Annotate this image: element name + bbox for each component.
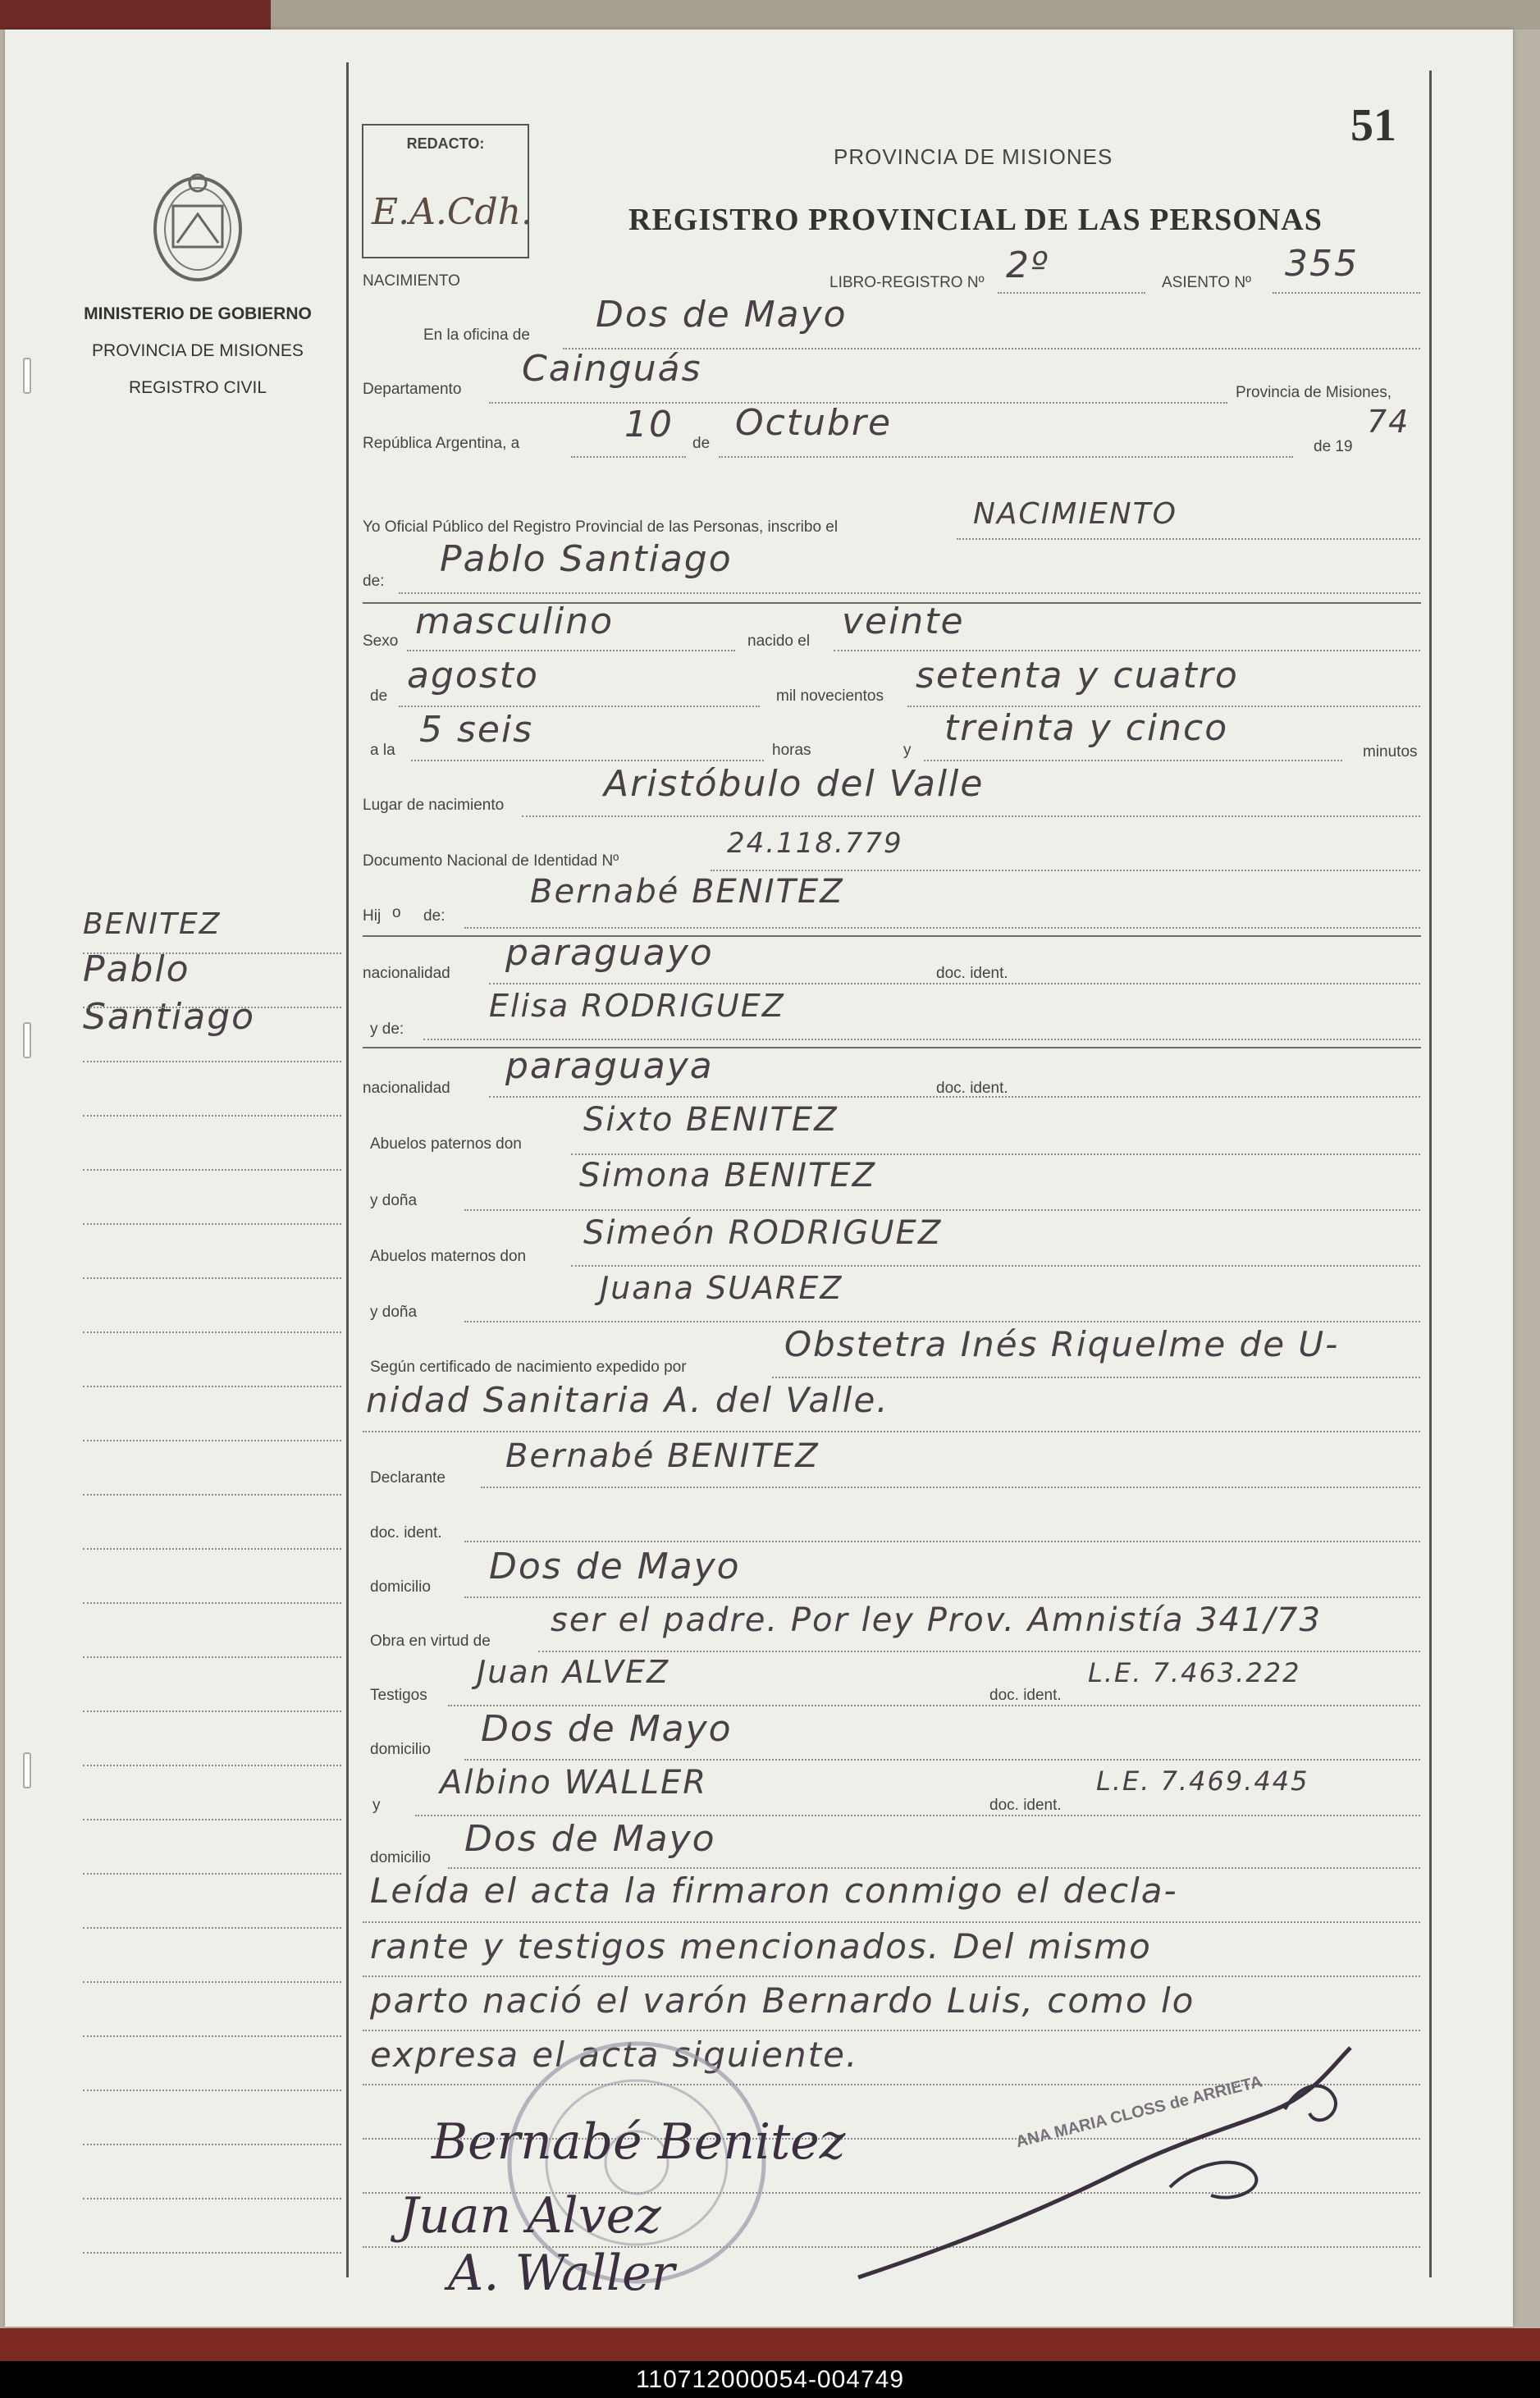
margin-line <box>83 2090 341 2091</box>
nacido-line <box>834 650 1420 651</box>
padre-value: Bernabé BENITEZ <box>530 873 844 911</box>
yde-label: y de: <box>370 1021 404 1038</box>
departamento-label: Departamento <box>363 381 462 398</box>
testigo2-doc-label: doc. ident. <box>989 1797 1062 1814</box>
year-label: de 19 <box>1314 438 1353 455</box>
dni-label: Documento Nacional de Identidad Nº <box>363 852 619 870</box>
domicilio-value: Dos de Mayo <box>489 1546 741 1587</box>
margin-line <box>83 1061 341 1062</box>
domicilio3-line <box>448 1867 1420 1869</box>
redacto-initials: E.A.Cdh. <box>372 191 533 233</box>
margin-first-name: Pablo <box>83 948 190 990</box>
signature-declarante: Bernabé Benitez <box>432 2113 846 2171</box>
margin-rule <box>346 62 349 2277</box>
margin-line <box>83 1223 341 1225</box>
testigo2-doc-value: L.E. 7.469.445 <box>1096 1765 1309 1797</box>
abuela-materna-line <box>464 1321 1420 1322</box>
margin-line <box>83 1277 341 1279</box>
ministry-line-2: PROVINCIA DE MISIONES <box>92 341 304 360</box>
sexo-label: Sexo <box>363 633 399 650</box>
margin-line <box>83 1602 341 1604</box>
inscribo-line <box>957 538 1420 540</box>
doc-ident-declarante-label: doc. ident. <box>370 1524 442 1542</box>
libro-label: LIBRO-REGISTRO Nº <box>829 274 985 291</box>
record-type-label: NACIMIENTO <box>363 272 460 290</box>
hijo-label: Hij <box>363 907 382 925</box>
inscribo-value: NACIMIENTO <box>973 497 1177 531</box>
hijo-de-label: de: <box>423 907 446 925</box>
oficial-label: Yo Oficial Público del Registro Provincial de las Personas, inscribo el <box>363 518 839 536</box>
declarante-value: Bernabé BENITEZ <box>505 1437 820 1475</box>
bottom-edge <box>0 2328 1540 2361</box>
domicilio3-value: Dos de Mayo <box>464 1818 716 1860</box>
abuelo-paterno-line <box>571 1153 1420 1155</box>
stitch <box>23 1752 31 1788</box>
abuela-paterna-value: Simona BENITEZ <box>579 1157 877 1194</box>
redacto-box <box>362 124 533 258</box>
libro-line <box>998 292 1145 294</box>
sexo-value: masculino <box>415 601 615 642</box>
provincia-suffix: Provincia de Misiones, <box>1236 384 1392 401</box>
month-line <box>719 456 1293 458</box>
margin-line <box>83 1927 341 1929</box>
abuelo-paterno-value: Sixto BENITEZ <box>583 1101 839 1139</box>
closing-line-1: Leída el acta la firmaron conmigo el decla- <box>370 1870 1178 1911</box>
padre-nacionalidad-value: paraguayo <box>505 932 714 974</box>
margin-line <box>83 1115 341 1117</box>
ydona-label-2: y doña <box>370 1304 418 1321</box>
ydona-label: y doña <box>370 1192 418 1209</box>
mil-label: mil novecientos <box>776 687 884 705</box>
footer-code: 110712000054-004749 <box>0 2361 1540 2398</box>
margin-line <box>83 1765 341 1766</box>
margin-line <box>83 2144 341 2145</box>
y2-label: y <box>372 1797 381 1814</box>
sexo-line <box>407 650 735 651</box>
margin-line <box>83 2252 341 2254</box>
margin-line <box>83 1331 341 1333</box>
name-line <box>399 592 1420 594</box>
minutos-value: treinta y cinco <box>944 707 1229 749</box>
padre-doc-label: doc. ident. <box>936 965 1008 982</box>
margin-line <box>83 2035 341 2037</box>
day-line <box>571 456 686 458</box>
testigo1-line <box>448 1705 1420 1706</box>
declarante-line <box>481 1487 1420 1488</box>
hora-value: 5 seis <box>419 709 534 751</box>
padre-nacionalidad-line <box>489 983 1420 984</box>
republica-label: República Argentina, a <box>363 435 520 452</box>
stitch <box>23 1022 31 1058</box>
segun-value-1: Obstetra Inés Riquelme de U- <box>784 1324 1340 1364</box>
margin-line <box>83 1548 341 1550</box>
margin-line <box>83 1711 341 1712</box>
top-edge <box>0 0 1540 30</box>
margin-line <box>83 2198 341 2199</box>
margin-line <box>83 952 341 954</box>
abuelo-materno-line <box>571 1265 1420 1267</box>
madre-line <box>423 1039 1420 1040</box>
libro-value: 2º <box>1006 244 1049 286</box>
month-value: Octubre <box>735 402 893 444</box>
de2-label: de <box>370 687 388 705</box>
closing-line-2: rante y testigos mencionados. Del mismo <box>370 1926 1152 1966</box>
testigo1-value: Juan ALVEZ <box>477 1654 670 1690</box>
official-signature-icon <box>825 2031 1416 2302</box>
hora-line <box>411 760 764 761</box>
obra-label: Obra en virtud de <box>370 1633 491 1650</box>
obra-line <box>538 1651 1420 1652</box>
obra-value: ser el padre. Por ley Prov. Amnistía 341/73 <box>551 1601 1322 1639</box>
domicilio-label: domicilio <box>370 1578 431 1596</box>
margin-second-name: Santiago <box>83 996 256 1038</box>
dni-line <box>711 870 1420 871</box>
segun-line-1 <box>772 1377 1420 1378</box>
departamento-value: Cainguás <box>522 348 702 390</box>
ala-label: a la <box>370 742 395 759</box>
declarante-label: Declarante <box>370 1469 446 1487</box>
year-value: 74 <box>1367 404 1410 440</box>
closing-rule-1 <box>363 1921 1420 1923</box>
ministry-line-3: REGISTRO CIVIL <box>128 378 267 397</box>
margin-line <box>83 1007 341 1008</box>
registry-heading: REGISTRO PROVINCIAL DE LAS PERSONAS <box>628 203 1323 237</box>
margin-line <box>83 1656 341 1658</box>
coat-of-arms-icon <box>140 165 255 288</box>
ministry-line-1: MINISTERIO DE GOBIERNO <box>84 304 312 323</box>
redacto-label: REDACTO: <box>406 135 485 152</box>
testigos-label: Testigos <box>370 1687 427 1704</box>
nacionalidad-label: nacionalidad <box>363 965 450 982</box>
minutos-line <box>924 760 1342 761</box>
domicilio3-label: domicilio <box>370 1849 431 1866</box>
name-value: Pablo Santiago <box>440 538 733 580</box>
segun-label: Según certificado de nacimiento expedido por <box>370 1359 687 1376</box>
margin-line <box>83 1440 341 1441</box>
margin-surname: BENITEZ <box>83 907 222 941</box>
horas-label: horas <box>772 742 811 759</box>
padre-line <box>464 927 1420 929</box>
birth-month-line <box>399 706 760 707</box>
de-name-label: de: <box>363 573 385 590</box>
birth-month-value: agosto <box>407 655 539 697</box>
abuelos-maternos-label: Abuelos maternos don <box>370 1248 527 1265</box>
lugar-line <box>522 815 1420 817</box>
abuela-paterna-line <box>464 1209 1420 1211</box>
birth-year-value: setenta y cuatro <box>916 655 1239 697</box>
de-label: de <box>692 435 711 452</box>
abuelo-materno-value: Simeón RODRIGUEZ <box>583 1214 943 1252</box>
margin-line <box>83 1873 341 1875</box>
abuelos-paternos-label: Abuelos paternos don <box>370 1135 522 1153</box>
margin-line <box>83 1386 341 1387</box>
segun-line-2 <box>363 1431 1420 1432</box>
lugar-value: Aristóbulo del Valle <box>604 763 985 805</box>
madre-value: Elisa RODRIGUEZ <box>489 988 785 1024</box>
right-rule <box>1429 71 1432 2277</box>
segun-value-2: nidad Sanitaria A. del Valle. <box>366 1380 889 1420</box>
domicilio2-value: Dos de Mayo <box>481 1708 733 1750</box>
madre-doc-label: doc. ident. <box>936 1080 1008 1097</box>
closing-rule-2 <box>363 1975 1420 1977</box>
nacionalidad-label-2: nacionalidad <box>363 1080 450 1097</box>
minutos-label: minutos <box>1363 743 1418 761</box>
margin-line <box>83 1819 341 1820</box>
madre-nacionalidad-value: paraguaya <box>505 1045 714 1087</box>
asiento-value: 355 <box>1285 243 1359 285</box>
asiento-label: ASIENTO Nº <box>1162 274 1251 291</box>
oficina-value: Dos de Mayo <box>596 294 848 336</box>
nacido-value: veinte <box>842 601 965 642</box>
closing-line-3: parto nació el varón Bernardo Luis, como lo <box>370 1980 1195 2021</box>
signature-testigo-1: Juan Alvez <box>399 2187 661 2245</box>
margin-line <box>83 1981 341 1983</box>
hijo-suffix: o <box>392 904 401 921</box>
official-name-stamp: ANA MARIA CLOSS de ARRIETA <box>1014 2072 1264 2152</box>
document-page <box>5 30 1513 2327</box>
closing-line-4: expresa el acta siguiente. <box>370 2035 859 2075</box>
asiento-line <box>1273 292 1420 294</box>
testigo2-value: Albino WALLER <box>440 1764 708 1802</box>
oficina-label: En la oficina de <box>423 327 530 344</box>
lugar-label: Lugar de nacimiento <box>363 797 505 814</box>
nacido-label: nacido el <box>747 633 811 650</box>
domicilio2-line <box>464 1759 1420 1761</box>
province-heading: PROVINCIA DE MISIONES <box>834 144 1113 169</box>
top-edge-binding <box>0 0 271 30</box>
page-number: 51 <box>1350 100 1396 151</box>
abuela-materna-value: Juana SUAREZ <box>600 1270 843 1306</box>
testigo1-doc-label: doc. ident. <box>989 1687 1062 1704</box>
margin-line <box>83 1169 341 1171</box>
day-value: 10 <box>624 404 674 445</box>
domicilio2-label: domicilio <box>370 1741 431 1758</box>
signature-testigo-2: A. Waller <box>448 2245 675 2302</box>
margin-line <box>83 1494 341 1496</box>
stitch <box>23 358 31 394</box>
testigo1-doc-value: L.E. 7.463.222 <box>1088 1657 1301 1688</box>
doc-ident-declarante-line <box>464 1541 1420 1542</box>
dni-value: 24.118.779 <box>727 827 903 860</box>
y-label: y <box>903 742 912 759</box>
testigo2-line <box>415 1815 1420 1816</box>
domicilio-line <box>464 1596 1420 1598</box>
